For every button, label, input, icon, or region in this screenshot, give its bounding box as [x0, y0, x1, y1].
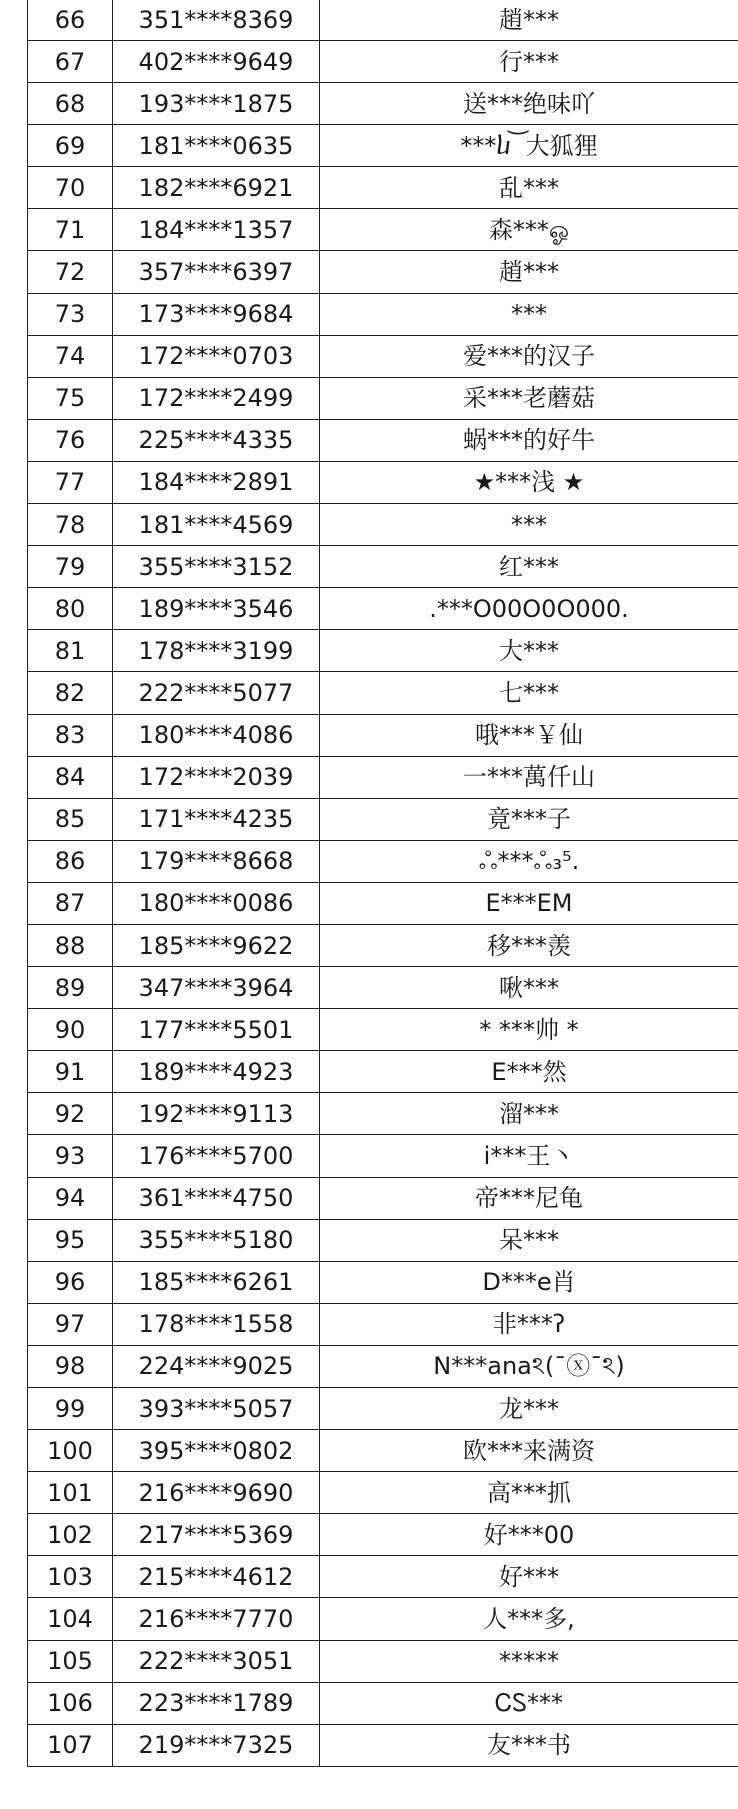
- row-index-cell: 69: [28, 125, 113, 167]
- row-phone-cell: 184****2891: [113, 461, 320, 503]
- row-phone-cell: 184****1357: [113, 209, 320, 251]
- row-index-cell: 89: [28, 967, 113, 1009]
- row-nickname-cell: 友***书: [320, 1724, 738, 1766]
- row-phone-cell: 189****4923: [113, 1051, 320, 1093]
- row-index-cell: 66: [28, 0, 113, 41]
- row-index-cell: 93: [28, 1135, 113, 1177]
- row-phone-cell: 357****6397: [113, 251, 320, 293]
- table-row: [28, 504, 738, 546]
- table-row: [28, 1345, 738, 1387]
- row-index-cell: 103: [28, 1556, 113, 1598]
- row-index-cell: 96: [28, 1261, 113, 1303]
- row-index-cell: 77: [28, 461, 113, 503]
- row-index-cell: 105: [28, 1640, 113, 1682]
- table-row: [28, 756, 738, 798]
- row-nickname-cell: 趙***: [320, 0, 738, 41]
- row-phone-cell: 193****1875: [113, 83, 320, 125]
- row-nickname-cell: 啾***: [320, 967, 738, 1009]
- row-index-cell: 99: [28, 1388, 113, 1430]
- row-nickname-cell: 爱***的汉子: [320, 335, 738, 377]
- row-nickname-cell: ★***浅 ★: [320, 461, 738, 503]
- table-row: [28, 251, 738, 293]
- table-row: [28, 1682, 738, 1724]
- row-phone-cell: 351****8369: [113, 0, 320, 41]
- row-phone-cell: 217****5369: [113, 1514, 320, 1556]
- row-phone-cell: 215****4612: [113, 1556, 320, 1598]
- table-row: [28, 546, 738, 588]
- row-phone-cell: 171****4235: [113, 798, 320, 840]
- row-index-cell: 71: [28, 209, 113, 251]
- row-phone-cell: 395****0802: [113, 1430, 320, 1472]
- table-row: [28, 1051, 738, 1093]
- table-row: [28, 588, 738, 630]
- table-row: [28, 461, 738, 503]
- row-nickname-cell: ***: [320, 504, 738, 546]
- row-phone-cell: 180****0086: [113, 882, 320, 924]
- row-nickname-cell: 采***老蘑菇: [320, 377, 738, 419]
- row-nickname-cell: 好***: [320, 1556, 738, 1598]
- table-row: [28, 1388, 738, 1430]
- row-nickname-cell: 哦***￥仙: [320, 714, 738, 756]
- row-nickname-cell: 大***: [320, 630, 738, 672]
- table-row: [28, 41, 738, 83]
- row-nickname-cell: 呆***: [320, 1219, 738, 1261]
- table-row: [28, 924, 738, 966]
- row-index-cell: 78: [28, 504, 113, 546]
- row-index-cell: 90: [28, 1009, 113, 1051]
- table-row: [28, 1598, 738, 1640]
- winner-list-table-wrapper: [27, 0, 738, 1767]
- row-phone-cell: 355****5180: [113, 1219, 320, 1261]
- row-phone-cell: 172****2499: [113, 377, 320, 419]
- row-nickname-cell: 趙***: [320, 251, 738, 293]
- row-index-cell: 68: [28, 83, 113, 125]
- row-nickname-cell: 送***绝味吖: [320, 83, 738, 125]
- table-row: [28, 1430, 738, 1472]
- table-row: [28, 293, 738, 335]
- row-phone-cell: 178****3199: [113, 630, 320, 672]
- row-nickname-cell: 行***: [320, 41, 738, 83]
- row-phone-cell: 185****6261: [113, 1261, 320, 1303]
- row-nickname-cell: ***: [320, 293, 738, 335]
- row-index-cell: 79: [28, 546, 113, 588]
- table-row: [28, 1640, 738, 1682]
- row-phone-cell: 185****9622: [113, 924, 320, 966]
- row-index-cell: 70: [28, 167, 113, 209]
- row-nickname-cell: 帝***尼龟: [320, 1177, 738, 1219]
- table-row: [28, 1303, 738, 1345]
- row-nickname-cell: 七***: [320, 672, 738, 714]
- row-index-cell: 107: [28, 1724, 113, 1766]
- row-index-cell: 80: [28, 588, 113, 630]
- table-row: [28, 209, 738, 251]
- row-index-cell: 97: [28, 1303, 113, 1345]
- row-index-cell: 91: [28, 1051, 113, 1093]
- table-row: [28, 335, 738, 377]
- row-phone-cell: 219****7325: [113, 1724, 320, 1766]
- row-phone-cell: 402****9649: [113, 41, 320, 83]
- table-row: [28, 840, 738, 882]
- row-phone-cell: 224****9025: [113, 1345, 320, 1387]
- row-nickname-cell: 红***: [320, 546, 738, 588]
- row-index-cell: 74: [28, 335, 113, 377]
- row-phone-cell: 181****0635: [113, 125, 320, 167]
- row-index-cell: 95: [28, 1219, 113, 1261]
- row-index-cell: 92: [28, 1093, 113, 1135]
- table-row: [28, 1514, 738, 1556]
- row-nickname-cell: E***EM: [320, 882, 738, 924]
- row-nickname-cell: 龙***: [320, 1388, 738, 1430]
- row-phone-cell: 393****5057: [113, 1388, 320, 1430]
- row-nickname-cell: 乱***: [320, 167, 738, 209]
- table-row: [28, 1135, 738, 1177]
- table-row: [28, 672, 738, 714]
- table-row: [28, 1556, 738, 1598]
- row-phone-cell: 189****3546: [113, 588, 320, 630]
- row-index-cell: 86: [28, 840, 113, 882]
- row-index-cell: 85: [28, 798, 113, 840]
- row-phone-cell: 173****9684: [113, 293, 320, 335]
- row-index-cell: 106: [28, 1682, 113, 1724]
- row-index-cell: 82: [28, 672, 113, 714]
- row-index-cell: 101: [28, 1472, 113, 1514]
- table-row: [28, 1009, 738, 1051]
- row-index-cell: 72: [28, 251, 113, 293]
- row-phone-cell: 172****0703: [113, 335, 320, 377]
- row-index-cell: 83: [28, 714, 113, 756]
- row-index-cell: 88: [28, 924, 113, 966]
- row-phone-cell: 179****8668: [113, 840, 320, 882]
- row-phone-cell: 181****4569: [113, 504, 320, 546]
- table-row: [28, 798, 738, 840]
- table-row: [28, 0, 738, 41]
- table-row: [28, 1093, 738, 1135]
- row-nickname-cell: 高***抓: [320, 1472, 738, 1514]
- row-nickname-cell: i***王丶: [320, 1135, 738, 1177]
- table-row: [28, 167, 738, 209]
- table-row: [28, 1724, 738, 1766]
- row-index-cell: 94: [28, 1177, 113, 1219]
- row-nickname-cell: 一***萬仟山: [320, 756, 738, 798]
- row-index-cell: 81: [28, 630, 113, 672]
- winner-list-table: [27, 0, 738, 1767]
- row-phone-cell: 355****3152: [113, 546, 320, 588]
- row-nickname-cell: 非***ʔ: [320, 1303, 738, 1345]
- row-index-cell: 104: [28, 1598, 113, 1640]
- row-phone-cell: 172****2039: [113, 756, 320, 798]
- row-nickname-cell: 森***ஓ: [320, 209, 738, 251]
- table-row: [28, 967, 738, 1009]
- table-row: [28, 83, 738, 125]
- table-row: [28, 882, 738, 924]
- table-row: [28, 377, 738, 419]
- row-nickname-cell: E***然: [320, 1051, 738, 1093]
- row-index-cell: 100: [28, 1430, 113, 1472]
- row-phone-cell: 361****4750: [113, 1177, 320, 1219]
- table-row: [28, 1472, 738, 1514]
- row-nickname-cell: ᏟᏚ***: [320, 1682, 738, 1724]
- table-row: [28, 1261, 738, 1303]
- row-phone-cell: 192****9113: [113, 1093, 320, 1135]
- row-nickname-cell: 好***00: [320, 1514, 738, 1556]
- row-phone-cell: 177****5501: [113, 1009, 320, 1051]
- row-phone-cell: 225****4335: [113, 419, 320, 461]
- row-nickname-cell: .***O00O0O000.: [320, 588, 738, 630]
- row-nickname-cell: N***anaঽ(¯ⓧ¯ঽ): [320, 1345, 738, 1387]
- row-index-cell: 75: [28, 377, 113, 419]
- table-row: [28, 714, 738, 756]
- row-nickname-cell: *****: [320, 1640, 738, 1682]
- row-nickname-cell: 溜***: [320, 1093, 738, 1135]
- row-index-cell: 98: [28, 1345, 113, 1387]
- row-nickname-cell: ***ⴑ ͝ 大狐狸: [320, 125, 738, 167]
- row-nickname-cell: 移***羡: [320, 924, 738, 966]
- table-row: [28, 630, 738, 672]
- row-nickname-cell: * ***帅 *: [320, 1009, 738, 1051]
- row-index-cell: 87: [28, 882, 113, 924]
- row-phone-cell: 180****4086: [113, 714, 320, 756]
- row-nickname-cell: 蜗***的好牛: [320, 419, 738, 461]
- row-index-cell: 84: [28, 756, 113, 798]
- row-nickname-cell: 竟***子: [320, 798, 738, 840]
- row-phone-cell: 222****3051: [113, 1640, 320, 1682]
- row-phone-cell: 182****6921: [113, 167, 320, 209]
- row-index-cell: 67: [28, 41, 113, 83]
- row-index-cell: 102: [28, 1514, 113, 1556]
- table-row: [28, 125, 738, 167]
- table-row: [28, 1177, 738, 1219]
- table-row: [28, 419, 738, 461]
- row-phone-cell: 223****1789: [113, 1682, 320, 1724]
- row-phone-cell: 176****5700: [113, 1135, 320, 1177]
- row-phone-cell: 216****7770: [113, 1598, 320, 1640]
- row-nickname-cell: ஃ***ஃ₃⁵.: [320, 840, 738, 882]
- row-nickname-cell: 欧***来满资: [320, 1430, 738, 1472]
- row-phone-cell: 347****3964: [113, 967, 320, 1009]
- table-row: [28, 1219, 738, 1261]
- row-nickname-cell: D***e肖: [320, 1261, 738, 1303]
- row-nickname-cell: 人***多,: [320, 1598, 738, 1640]
- row-index-cell: 73: [28, 293, 113, 335]
- row-phone-cell: 216****9690: [113, 1472, 320, 1514]
- row-phone-cell: 178****1558: [113, 1303, 320, 1345]
- row-phone-cell: 222****5077: [113, 672, 320, 714]
- row-index-cell: 76: [28, 419, 113, 461]
- table-body: [28, 0, 738, 1766]
